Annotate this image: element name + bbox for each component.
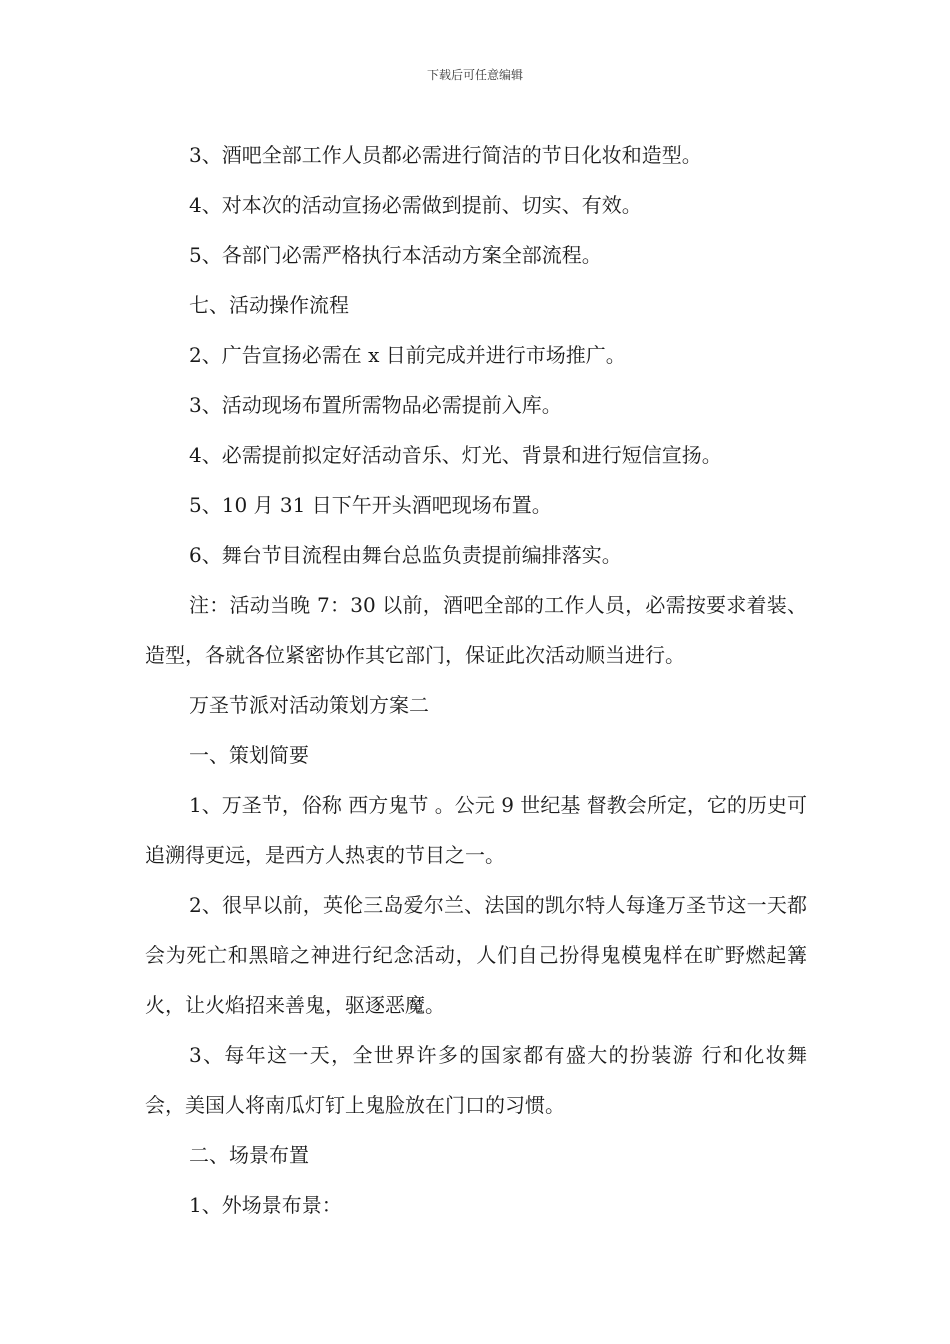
paragraph: 1、万圣节，俗称 西方鬼节 。公元 9 世纪基 督教会所定，它的历史可追溯得更远，是西方人热衷的节目之一。 xyxy=(145,793,807,867)
paragraph: 3、活动现场布置所需物品必需提前入库。 xyxy=(189,393,562,417)
paragraph: 4、对本次的活动宣扬必需做到提前、切实、有效。 xyxy=(189,193,642,217)
paragraph: 5、各部门必需严格执行本活动方案全部流程。 xyxy=(189,243,602,267)
plan-title: 万圣节派对活动策划方案二 xyxy=(189,693,429,717)
page-header: 下载后可任意编辑 xyxy=(426,68,523,82)
paragraph: 5、10 月 31 日下午开头酒吧现场布置。 xyxy=(189,493,552,517)
paragraph: 6、舞台节目流程由舞台总监负责提前编排落实。 xyxy=(189,543,622,567)
paragraph: 4、必需提前拟定好活动音乐、灯光、背景和进行短信宣扬。 xyxy=(189,443,722,467)
paragraph: 3、每年这一天，全世界许多的国家都有盛大的扮装游 行和化妆舞会，美国人将南瓜灯钉上鬼脸放在门口的习惯。 xyxy=(145,1043,807,1117)
note-paragraph: 注：活动当晚 7：30 以前，酒吧全部的工作人员，必需按要求着装、造型，各就各位紧密协作其它部门，保证此次活动顺当进行。 xyxy=(145,593,807,667)
section-heading: 二、场景布置 xyxy=(189,1143,309,1167)
section-heading: 一、策划简要 xyxy=(189,743,309,767)
paragraph: 2、广告宣扬必需在 x 日前完成并进行市场推广。 xyxy=(189,343,626,367)
paragraph: 3、酒吧全部工作人员都必需进行简洁的节日化妆和造型。 xyxy=(189,143,702,167)
paragraph: 1、外场景布景： xyxy=(189,1193,342,1217)
document-body xyxy=(145,130,807,1230)
paragraph: 2、很早以前，英伦三岛爱尔兰、法国的凯尔特人每逢万圣节这一天都会为死亡和黑暗之神进行纪念活动，人们自己扮得鬼模鬼样在旷野燃起篝火，让火焰招来善鬼，驱逐恶魔。 xyxy=(145,893,807,1017)
section-heading: 七、活动操作流程 xyxy=(189,293,349,317)
